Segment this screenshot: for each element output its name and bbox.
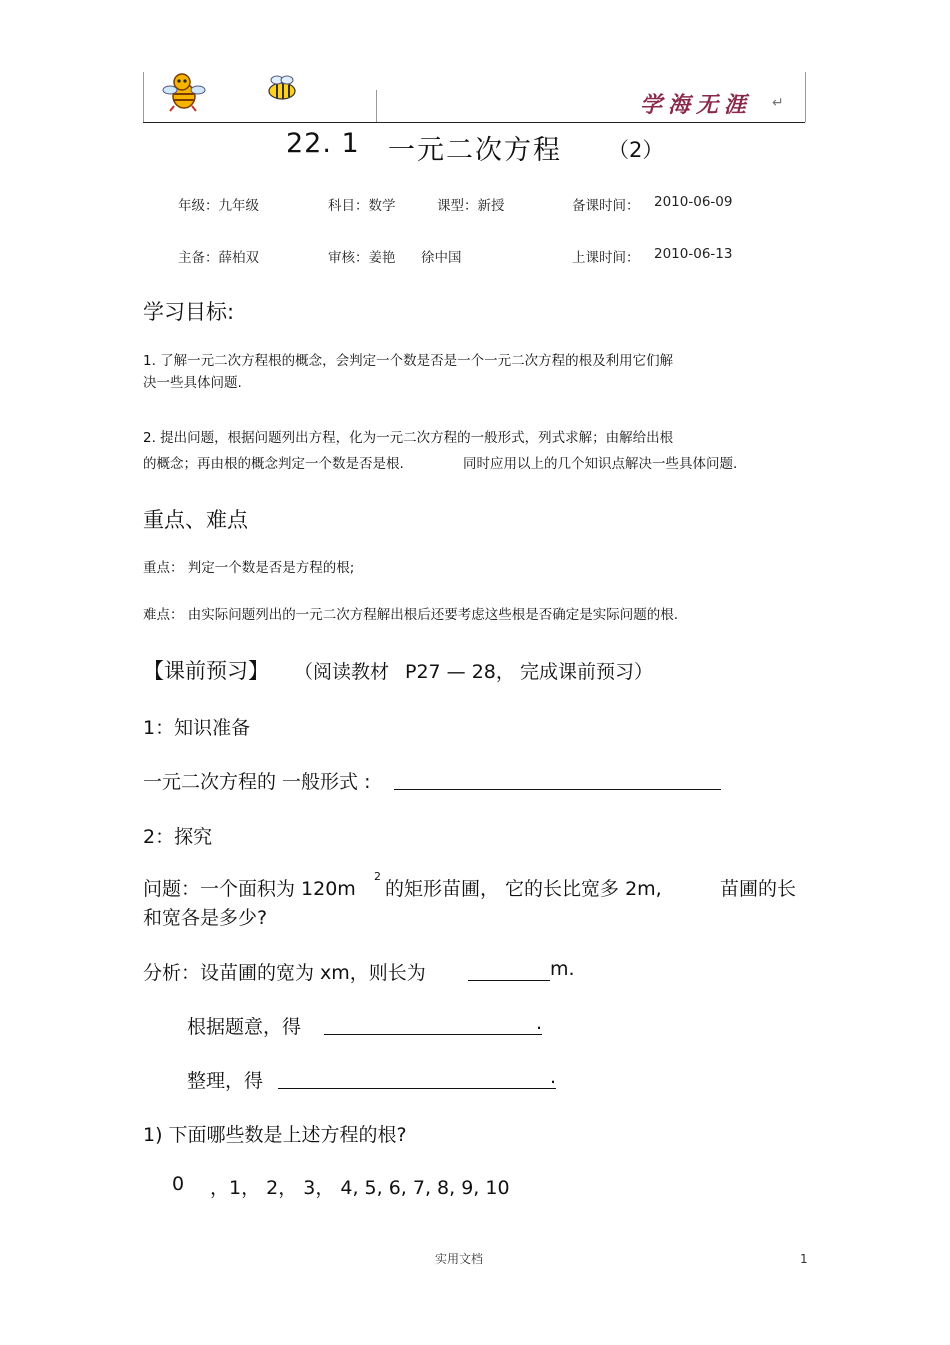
class-time-label: 上课时间： [572,250,640,266]
analysis-text: 分析：设苗圃的宽为 xm，则长为 [143,962,426,984]
arrange-label: 整理，得 [187,1070,264,1092]
reviewer-2: 徐中国 [421,250,462,266]
candidate-numbers: ，1， 2， 3， 4, 5, 6, 7, 8, 9, 10 [210,1177,510,1199]
header-divider [376,90,377,122]
lesson-type: 课型：新授 [437,198,505,214]
problem-line-2: 和宽各是多少? [143,907,268,929]
goal-2-line-2a: 的概念；再由根的概念判定一个数是否是根. [143,456,404,472]
according-label: 根据题意，得 [187,1016,302,1038]
simplified-blank[interactable] [278,1069,556,1089]
key-heading: 重点、难点 [143,508,248,532]
subject: 科目：数学 [328,198,396,214]
title-part: （2） [608,138,664,162]
prep-time: 2010-06-09 [654,194,733,210]
reviewers: 审核：姜艳 [328,250,396,266]
problem-text-b: 的矩形苗圃， 它的长比宽多 2m, [385,878,662,900]
preview-note-a: （阅读教材 [294,661,390,683]
grade: 年级：九年级 [178,198,259,214]
preview-heading: 【课前预习】 [143,659,269,683]
small-bee-icon [262,74,302,104]
class-time: 2010-06-13 [654,246,733,262]
length-blank[interactable] [468,961,550,981]
question-1: 1) 下面哪些数是上述方程的根? [143,1124,407,1146]
title-number: 22. 1 [286,128,360,159]
general-form-blank[interactable] [394,770,721,790]
equation-blank[interactable] [324,1015,542,1035]
according-period: . [536,1012,543,1034]
header-brand: 学海无涯 [640,92,753,118]
goal-1-line-1: 1. 了解一元二次方程根的概念，会判定一个数是否是一个一元二次方程的根及利用它们解 [143,353,674,369]
page-number: 1 [800,1252,808,1266]
difficult-point: 难点： 由实际问题列出的一元二次方程解出根后还要考虑这些根是否确定是实际问题的根. [143,607,679,623]
preview-note-b: P27 — 28， [405,661,515,683]
analysis-unit: m. [550,958,575,980]
goal-2-line-2b: 同时应用以上的几个知识点解决一些具体问题. [463,456,738,472]
section-2-title: 2：探究 [143,826,213,848]
key-point: 重点： 判定一个数是否是方程的根; [143,560,355,576]
goal-1-line-2: 决一些具体问题. [143,375,242,391]
bee-logo-icon [160,70,208,112]
general-form-prompt: 一元二次方程的 一般形式 : [143,771,371,793]
header-right-border [805,72,806,122]
header-left-border [143,72,144,122]
candidate-zero: 0 [172,1173,185,1195]
problem-superscript: 2 [374,870,381,883]
footer-label: 实用文档 [435,1252,484,1266]
page-title: 一元二次方程 [388,135,562,166]
section-1-title: 1：知识准备 [143,717,251,739]
goals-heading: 学习目标: [143,300,235,324]
problem-text-a: 问题：一个面积为 120m [143,878,356,900]
goal-2-line-1: 2. 提出问题，根据问题列出方程，化为一元二次方程的一般形式，列式求解；由解给出根 [143,430,674,446]
arrange-period: . [550,1066,557,1088]
return-mark: ↵ [772,95,784,111]
lead-teacher: 主备：薛柏双 [178,250,259,266]
problem-text-c: 苗圃的长 [720,878,797,900]
preview-note-c: 完成课前预习） [520,661,654,683]
prep-time-label: 备课时间： [572,198,640,214]
